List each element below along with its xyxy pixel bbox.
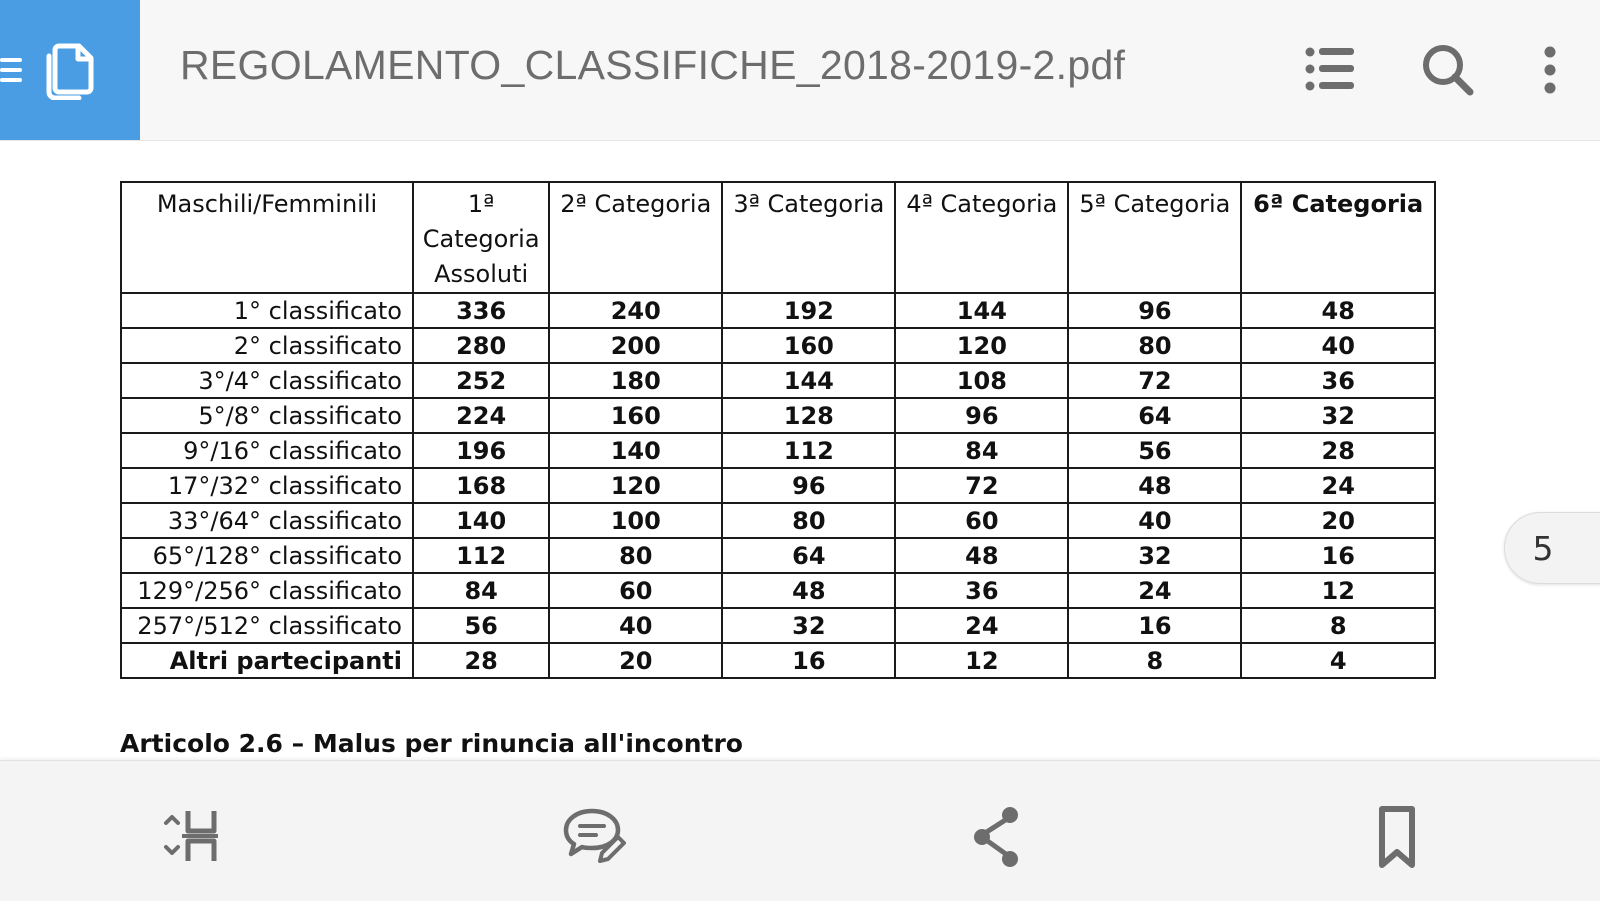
row-label: 33°/64° classificato: [121, 503, 413, 538]
table-cell: 8: [1068, 643, 1241, 678]
table-cell: 140: [549, 433, 722, 468]
table-cell: 8: [1241, 608, 1435, 643]
table-cell: 224: [413, 398, 549, 433]
table-cell: 80: [722, 503, 895, 538]
table-cell: 144: [895, 293, 1068, 328]
row-label: 1° classificato: [121, 293, 413, 328]
table-cell: 28: [413, 643, 549, 678]
table-cell: 168: [413, 468, 549, 503]
table-cell: 64: [722, 538, 895, 573]
table-row: [121, 293, 1435, 328]
bottom-toolbar: [0, 760, 1600, 901]
pdf-page-view[interactable]: [0, 141, 1600, 759]
table-cell: 32: [722, 608, 895, 643]
table-cell: 128: [722, 398, 895, 433]
table-cell: 56: [1068, 433, 1241, 468]
table-cell: 84: [413, 573, 549, 608]
row-label: 9°/16° classificato: [121, 433, 413, 468]
outline-list-icon[interactable]: [1305, 46, 1355, 92]
row-label: 65°/128° classificato: [121, 538, 413, 573]
row-label: 129°/256° classificato: [121, 573, 413, 608]
table-row: [121, 363, 1435, 398]
document-title: REGOLAMENTO_CLASSIFICHE_2018-2019-2.pdf: [180, 42, 1126, 88]
table-cell: 20: [549, 643, 722, 678]
table-cell: 48: [1241, 293, 1435, 328]
table-cell: 36: [895, 573, 1068, 608]
table-row: [121, 503, 1435, 538]
table-cell: 16: [722, 643, 895, 678]
search-icon[interactable]: [1422, 44, 1474, 96]
table-cell: 192: [722, 293, 895, 328]
row-label: 5°/8° classificato: [121, 398, 413, 433]
table-row: [121, 328, 1435, 363]
row-label: 3°/4° classificato: [121, 363, 413, 398]
header-cell-cat1: 1ª Categoria Assoluti: [413, 182, 549, 293]
scroll-mode-icon[interactable]: [160, 801, 232, 873]
table-cell: 40: [1068, 503, 1241, 538]
table-cell: 112: [722, 433, 895, 468]
table-row: [121, 608, 1435, 643]
table-cell: 120: [549, 468, 722, 503]
table-cell: 140: [413, 503, 549, 538]
table-cell: 48: [1068, 468, 1241, 503]
header-cell-gender: Maschili/Femminili: [121, 182, 413, 293]
row-label: 2° classificato: [121, 328, 413, 363]
documents-icon: [45, 42, 97, 100]
header-cell-cat5: 5ª Categoria: [1068, 182, 1241, 293]
table-cell: 12: [895, 643, 1068, 678]
table-row: [121, 433, 1435, 468]
table-cell: 56: [413, 608, 549, 643]
table-row: [121, 468, 1435, 503]
table-cell: 100: [549, 503, 722, 538]
table-cell: 80: [549, 538, 722, 573]
table-cell: 240: [549, 293, 722, 328]
table-row: [121, 643, 1435, 678]
app-bar: [0, 0, 1600, 141]
table-cell: 16: [1068, 608, 1241, 643]
header-cell-cat4: 4ª Categoria: [895, 182, 1068, 293]
page-indicator[interactable]: 5: [1504, 512, 1600, 584]
table-row: [121, 538, 1435, 573]
table-cell: 120: [895, 328, 1068, 363]
article-heading: Articolo 2.6 – Malus per rinuncia all'incontro: [120, 729, 743, 758]
table-cell: 108: [895, 363, 1068, 398]
table-cell: 336: [413, 293, 549, 328]
table-cell: 280: [413, 328, 549, 363]
table-cell: 60: [549, 573, 722, 608]
table-cell: 16: [1241, 538, 1435, 573]
more-vert-icon[interactable]: [1540, 46, 1560, 94]
table-cell: 144: [722, 363, 895, 398]
table-cell: 96: [895, 398, 1068, 433]
table-cell: 64: [1068, 398, 1241, 433]
table-cell: 252: [413, 363, 549, 398]
table-cell: 20: [1241, 503, 1435, 538]
table-cell: 32: [1241, 398, 1435, 433]
row-label: 17°/32° classificato: [121, 468, 413, 503]
table-cell: 80: [1068, 328, 1241, 363]
table-cell: 36: [1241, 363, 1435, 398]
menu-lines-icon: [0, 56, 24, 84]
documents-tab-button[interactable]: [0, 0, 140, 140]
row-label: 257°/512° classificato: [121, 608, 413, 643]
header-cell-cat2: 2ª Categoria: [549, 182, 722, 293]
bookmark-icon[interactable]: [1362, 801, 1434, 873]
table-cell: 180: [549, 363, 722, 398]
table-cell: 160: [722, 328, 895, 363]
table-cell: 40: [549, 608, 722, 643]
table-cell: 12: [1241, 573, 1435, 608]
table-cell: 60: [895, 503, 1068, 538]
table-cell: 72: [895, 468, 1068, 503]
header-cell-cat3: 3ª Categoria: [722, 182, 895, 293]
points-table: [120, 181, 1436, 679]
table-cell: 112: [413, 538, 549, 573]
table-row: [121, 398, 1435, 433]
table-row: [121, 573, 1435, 608]
table-cell: 48: [895, 538, 1068, 573]
table-cell: 32: [1068, 538, 1241, 573]
table-cell: 40: [1241, 328, 1435, 363]
comment-edit-icon[interactable]: [560, 801, 632, 873]
table-cell: 160: [549, 398, 722, 433]
table-cell: 24: [1241, 468, 1435, 503]
header-cell-cat6: 6ª Categoria: [1241, 182, 1435, 293]
table-cell: 24: [1068, 573, 1241, 608]
table-cell: 72: [1068, 363, 1241, 398]
table-cell: 196: [413, 433, 549, 468]
row-label: Altri partecipanti: [121, 643, 413, 678]
table-cell: 28: [1241, 433, 1435, 468]
table-cell: 96: [722, 468, 895, 503]
table-cell: 96: [1068, 293, 1241, 328]
table-cell: 84: [895, 433, 1068, 468]
table-cell: 200: [549, 328, 722, 363]
table-cell: 4: [1241, 643, 1435, 678]
table-header-row: [121, 182, 1435, 293]
table-cell: 48: [722, 573, 895, 608]
share-icon[interactable]: [962, 801, 1034, 873]
table-cell: 24: [895, 608, 1068, 643]
